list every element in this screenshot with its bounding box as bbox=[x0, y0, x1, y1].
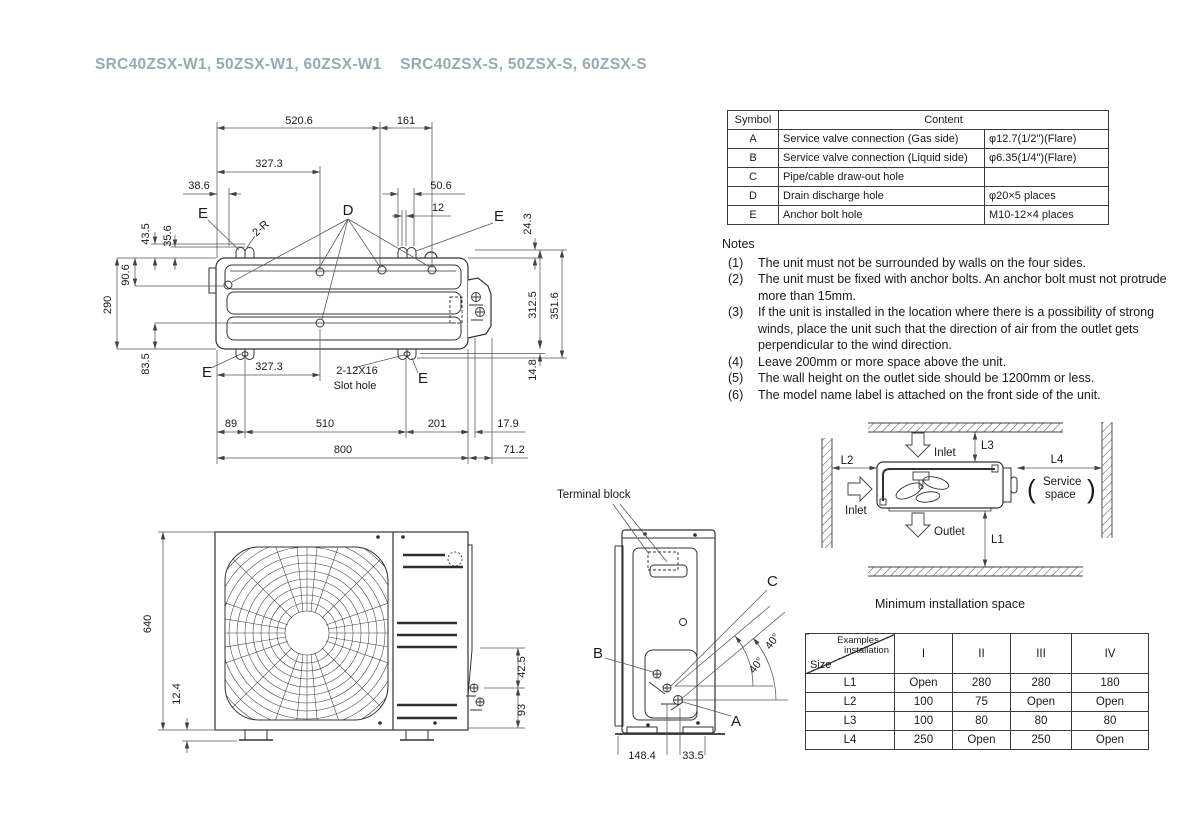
symbol-c-label: C bbox=[767, 573, 778, 590]
inlet-top-label: Inlet bbox=[934, 447, 956, 459]
symbol-d-label: D bbox=[342, 202, 354, 219]
dim-label: 327.3 bbox=[255, 361, 283, 373]
table-row: A Service valve connection (Gas side) φ12.7(1/2")(Flare) bbox=[728, 130, 1109, 149]
dim-label: 35.6 bbox=[162, 225, 174, 247]
note-item: (6) The model name label is attached on the front side of the unit. bbox=[728, 387, 1101, 402]
note-item: (3) If the unit is installed in the location where there is a possibility of strong winds, place the unit such that the direction of air from the outlet gets perpendicular to the wind direction. bbox=[728, 305, 1155, 352]
terminal-block-label: Terminal block bbox=[557, 489, 631, 501]
table-row: L3 100 80 80 80 bbox=[806, 712, 1149, 731]
dim-label: 90.6 bbox=[120, 264, 132, 286]
dim-label: 17.9 bbox=[497, 418, 519, 430]
dim-label: 24.3 bbox=[522, 213, 534, 235]
inlet-left-label: Inlet bbox=[845, 505, 867, 517]
dim-label: 12.4 bbox=[171, 683, 183, 705]
table-row: D Drain discharge hole φ20×5 places bbox=[728, 187, 1109, 206]
l1-label: L1 bbox=[991, 534, 1004, 546]
dim-label: 33.5 bbox=[682, 750, 704, 762]
dim-label: 161 bbox=[396, 115, 416, 127]
slot-hole-label: Slot hole bbox=[333, 380, 377, 392]
table-row: E Anchor bolt hole M10-12×4 places bbox=[728, 206, 1109, 225]
table-row: B Service valve connection (Liquid side) φ6.35(1/4")(Flare) bbox=[728, 149, 1109, 168]
table-row: L1 Open 280 280 180 bbox=[806, 674, 1149, 693]
dim-label: 327.3 bbox=[255, 158, 283, 170]
service-paren-right: ) bbox=[1087, 474, 1096, 504]
side-view-drawing bbox=[545, 478, 805, 762]
unit-body-side-view bbox=[615, 530, 725, 734]
angle-label: 40° bbox=[762, 631, 783, 652]
page-title: SRC40ZSX-W1, 50ZSX-W1, 60ZSX-W1 SRC40ZSX-S, 50ZSX-S, 60ZSX-S bbox=[95, 56, 648, 73]
l2-label: L2 bbox=[840, 455, 854, 467]
dim-label: 71.2 bbox=[503, 444, 525, 456]
dim-label: 14.8 bbox=[527, 359, 539, 381]
slot-hole-label: 2-12X16 bbox=[336, 365, 378, 377]
column-header: IV bbox=[1072, 634, 1149, 674]
dim-label: 351.6 bbox=[549, 292, 561, 320]
dim-label: 201 bbox=[427, 418, 447, 430]
front-view-dimension-labels bbox=[142, 615, 528, 716]
symbol-column-header: Symbol bbox=[728, 111, 779, 130]
outlet-label: Outlet bbox=[934, 526, 965, 538]
dim-label: 640 bbox=[142, 614, 154, 634]
note-item: (1) The unit must not be surrounded by walls on the four sides. bbox=[728, 255, 1086, 270]
content-column-header: Content bbox=[779, 111, 1109, 130]
dim-label: 510 bbox=[315, 418, 335, 430]
front-view-drawing bbox=[130, 490, 570, 760]
feet bbox=[239, 730, 434, 740]
size-table bbox=[805, 633, 1149, 750]
dim-label: 50.6 bbox=[430, 180, 452, 192]
symbol-b-label: B bbox=[593, 645, 604, 662]
service-space-label: space bbox=[1045, 489, 1076, 501]
dim-label: 42.5 bbox=[516, 656, 528, 678]
dim-label: 93 bbox=[516, 703, 528, 717]
dim-label: 290 bbox=[102, 295, 114, 315]
dim-label: 520.6 bbox=[285, 115, 313, 127]
column-header: I bbox=[895, 634, 953, 674]
dim-label: 89 bbox=[224, 418, 238, 430]
unit-body-top-view bbox=[209, 248, 491, 360]
dim-label: 83.5 bbox=[140, 353, 152, 375]
vent-slats bbox=[397, 555, 463, 718]
dim-label: 148.4 bbox=[628, 750, 656, 762]
symbol-a-label: A bbox=[731, 713, 742, 730]
top-view-drawing bbox=[95, 100, 595, 480]
unit-top-symbol bbox=[877, 462, 1017, 511]
symbol-e-label: E bbox=[493, 208, 505, 225]
symbol-e-label: E bbox=[201, 364, 213, 381]
fan-grille bbox=[187, 513, 427, 753]
screws bbox=[643, 532, 700, 727]
dim-label: 800 bbox=[333, 444, 353, 456]
l3-label: L3 bbox=[981, 440, 994, 452]
table-row: L4 250 Open 250 Open bbox=[806, 731, 1149, 750]
symbol-e-label: E bbox=[197, 205, 209, 222]
radius-label: 2-R bbox=[250, 218, 272, 240]
screws bbox=[376, 535, 437, 725]
dim-label: 43.5 bbox=[140, 223, 152, 245]
dim-label: 312.5 bbox=[527, 291, 539, 319]
top-view-dimension-lines bbox=[117, 122, 567, 464]
service-paren-left: ( bbox=[1027, 474, 1036, 504]
l4-label: L4 bbox=[1050, 454, 1064, 466]
symbol-table bbox=[727, 110, 1109, 225]
valve-cluster bbox=[649, 670, 683, 710]
note-item: (5) The wall height on the outlet side should be 1200mm or less. bbox=[728, 371, 1095, 385]
dim-label: 12 bbox=[431, 202, 445, 214]
installation-space-diagram bbox=[805, 415, 1195, 607]
notes-heading: Notes bbox=[722, 237, 755, 251]
note-item: (2) The unit must be fixed with anchor bolts. An anchor bolt must not protrude more than 15mm. bbox=[728, 272, 1167, 303]
table-row: L2 100 75 Open Open bbox=[806, 693, 1149, 712]
notes-section bbox=[722, 236, 1188, 403]
angle-label: 40° bbox=[746, 655, 767, 676]
dim-label: 38.6 bbox=[188, 180, 210, 192]
note-item: (4) Leave 200mm or more space above the unit. bbox=[728, 354, 1007, 369]
unit-body-front-view bbox=[187, 513, 484, 753]
table-row: C Pipe/cable draw-out hole bbox=[728, 168, 1109, 187]
symbol-e-label: E bbox=[417, 370, 429, 387]
column-header: III bbox=[1011, 634, 1072, 674]
service-space-label: Service bbox=[1043, 476, 1082, 488]
size-table-corner: Examples installation Size bbox=[806, 634, 895, 674]
install-space-caption: Minimum installation space bbox=[874, 597, 1026, 611]
column-header: II bbox=[953, 634, 1011, 674]
